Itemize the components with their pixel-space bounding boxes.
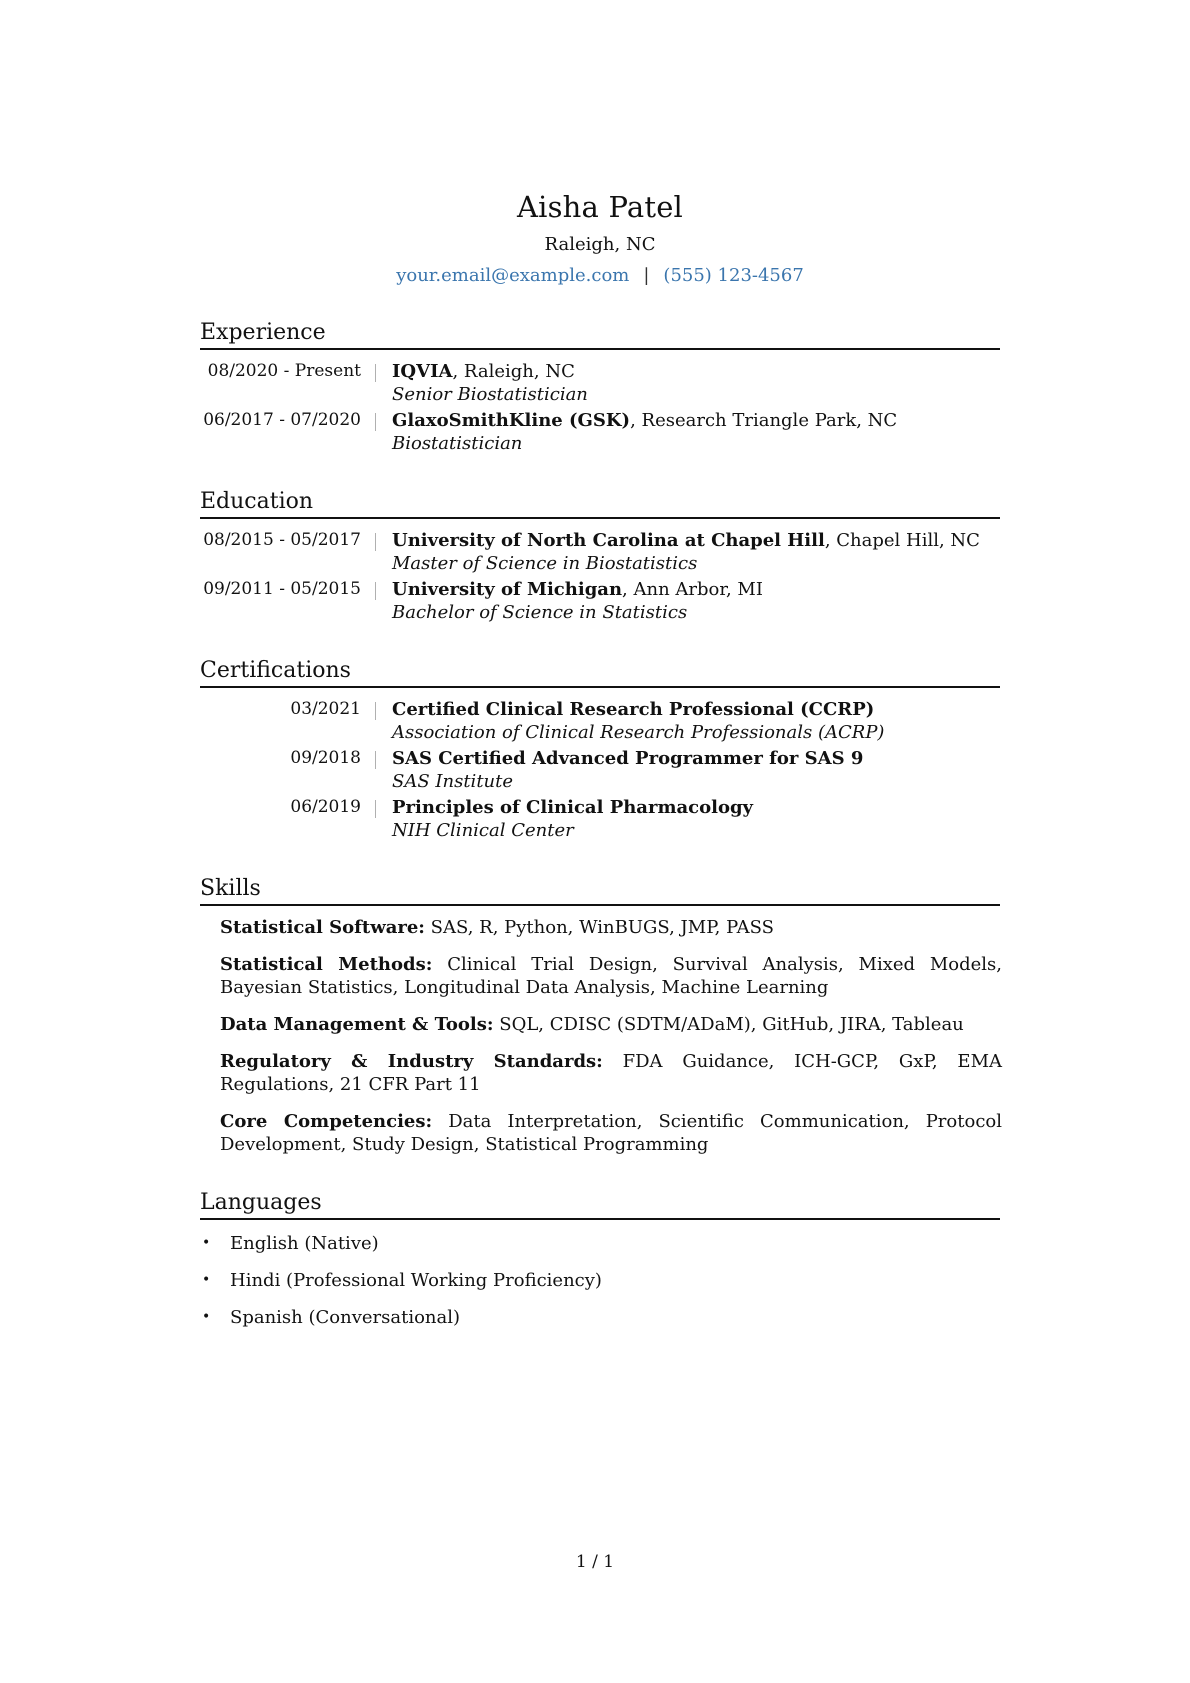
entry-place: , Chapel Hill, NC xyxy=(824,530,980,551)
certification-entry xyxy=(200,796,1000,842)
language-label: Spanish (Conversational) xyxy=(230,1307,461,1328)
language-item xyxy=(200,1269,1000,1292)
entry-degree: Bachelor of Science in Statistics xyxy=(392,602,688,623)
section-title: Certifications xyxy=(200,658,1000,688)
language-label: Hindi (Professional Working Proficiency) xyxy=(230,1270,602,1291)
languages-section xyxy=(200,1190,1000,1329)
skill-category: Statistical Software: xyxy=(220,917,425,938)
skill-item xyxy=(220,916,1002,939)
email-link[interactable]: your.email@example.com xyxy=(396,265,630,286)
certification-issuer: SAS Institute xyxy=(392,771,514,792)
section-title: Skills xyxy=(200,876,1000,906)
skill-category: Regulatory & Industry Standards: xyxy=(220,1051,603,1072)
education-entry xyxy=(200,529,1000,575)
certification-name: Certified Clinical Research Professional (CCRP) xyxy=(392,699,875,720)
skill-category: Statistical Methods: xyxy=(220,954,433,975)
entry-date: 03/2021 xyxy=(290,699,361,719)
language-item xyxy=(200,1306,1000,1329)
entry-date: 06/2017 - 07/2020 xyxy=(203,410,361,430)
experience-entry xyxy=(200,360,1000,406)
skill-values: Data Interpretation, Scientific Communication, Protocol Development, Study Design, Statistical Programming xyxy=(220,1111,1002,1155)
section-title: Education xyxy=(200,489,1000,519)
skills-section xyxy=(200,876,1003,1156)
education-section xyxy=(200,489,1000,624)
entry-place: , Research Triangle Park, NC xyxy=(630,410,898,431)
certification-entry xyxy=(200,747,1000,793)
entry-organization: IQVIA xyxy=(392,361,453,382)
contact-line xyxy=(200,265,1000,286)
entry-date: 09/2011 - 05/2015 xyxy=(203,579,361,599)
entry-degree: Master of Science in Biostatistics xyxy=(392,553,698,574)
skill-item xyxy=(220,1110,1002,1156)
skill-values: FDA Guidance, ICH-GCP, GxP, EMA Regulations, 21 CFR Part 11 xyxy=(220,1051,1002,1095)
skill-item xyxy=(220,1013,1002,1036)
experience-section xyxy=(200,320,1000,455)
skill-values: Clinical Trial Design, Survival Analysis, Mixed Models, Bayesian Statistics, Longitudinal Data Analysis, Machine Learning xyxy=(220,954,1003,998)
entry-role: Senior Biostatistician xyxy=(392,384,588,405)
entry-organization: GlaxoSmithKline (GSK) xyxy=(392,410,631,431)
entry-date: 09/2018 xyxy=(290,748,361,768)
skill-item xyxy=(220,953,1002,999)
section-title: Experience xyxy=(200,320,1000,350)
entry-role: Biostatistician xyxy=(392,433,523,454)
entry-date: 08/2015 - 05/2017 xyxy=(203,530,361,550)
entry-organization: University of Michigan xyxy=(392,579,623,600)
entry-date: 06/2019 xyxy=(290,797,361,817)
skill-item xyxy=(220,1050,1002,1096)
certification-issuer: NIH Clinical Center xyxy=(392,820,574,841)
phone-link[interactable]: (555) 123-4567 xyxy=(663,265,804,286)
location: Raleigh, NC xyxy=(544,234,656,255)
resume-page xyxy=(200,190,1003,1345)
certifications-section xyxy=(200,658,1000,842)
certification-issuer: Association of Clinical Research Professionals (ACRP) xyxy=(392,722,885,743)
resume-header xyxy=(200,190,1000,286)
entry-place: , Raleigh, NC xyxy=(452,361,575,382)
language-label: English (Native) xyxy=(230,1233,379,1254)
bullet-icon: • xyxy=(202,1272,211,1288)
section-title: Languages xyxy=(200,1190,1000,1220)
entry-date: 08/2020 - Present xyxy=(207,361,361,381)
bullet-icon: • xyxy=(202,1235,211,1251)
entry-place: , Ann Arbor, MI xyxy=(622,579,763,600)
page-number: 1 / 1 xyxy=(575,1552,615,1572)
skill-category: Core Competencies: xyxy=(220,1111,433,1132)
language-item xyxy=(200,1232,1000,1255)
certification-name: Principles of Clinical Pharmacology xyxy=(392,797,754,818)
bullet-icon: • xyxy=(202,1309,211,1325)
experience-entry xyxy=(200,409,1000,455)
entry-organization: University of North Carolina at Chapel Hill xyxy=(392,530,825,551)
person-name: Aisha Patel xyxy=(516,190,684,224)
contact-separator: | xyxy=(643,265,650,286)
skill-values: SAS, R, Python, WinBUGS, JMP, PASS xyxy=(424,917,774,938)
education-entry xyxy=(200,578,1000,624)
skill-values: SQL, CDISC (SDTM/ADaM), GitHub, JIRA, Tableau xyxy=(493,1014,964,1035)
certification-name: SAS Certified Advanced Programmer for SAS 9 xyxy=(392,748,864,769)
certification-entry xyxy=(200,698,1000,744)
skill-category: Data Management & Tools: xyxy=(220,1014,494,1035)
